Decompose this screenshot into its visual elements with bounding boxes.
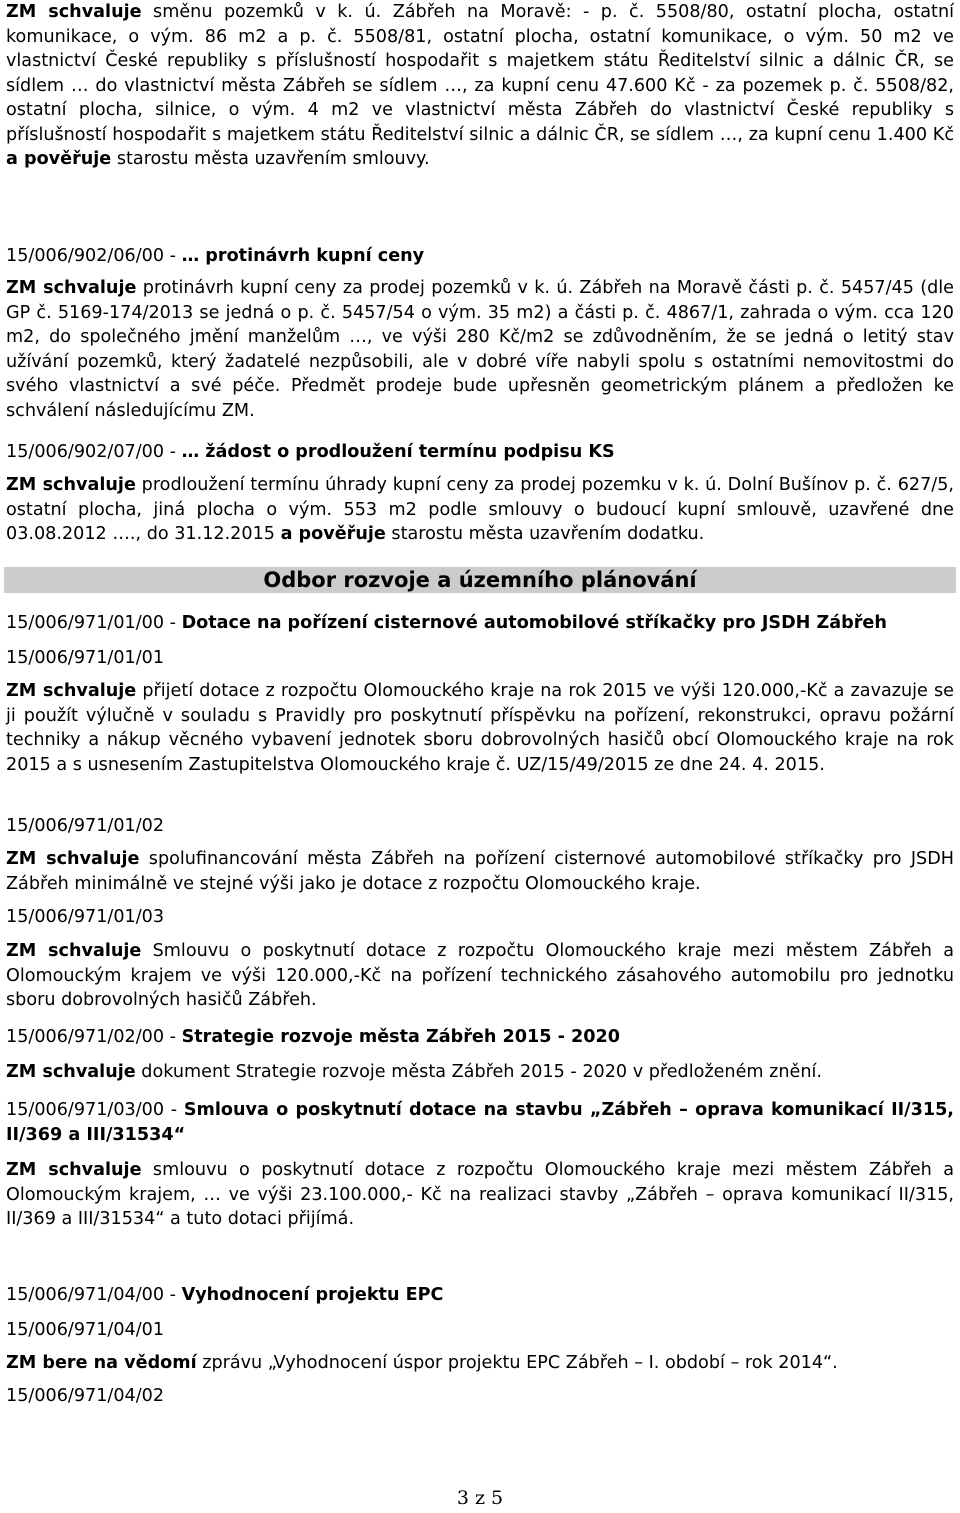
resolution-text: směnu pozemků v k. ú. Zábřeh na Moravě: - p. č. 5508/80, ostatní plocha, ostatní komunikace, o vým. 86 m2 a p. č. 5508/81, ostatní plocha, ostatní komunikace, o vým. 50 m2 ve vlastnictví České republiky s příslušností hospodařit s majetkem státu Ředitelství silnic a dálnic ČR, se sídlem … do vlastnictví města Zábřeh se sídlem …, za kupní cenu 47.600 Kč - za pozemek p. č. 5508/82, ostatní plocha, silnice, o vým. 4 m2 ve vlastnictví města Zábřeh do vlastnictví České republiky s příslušností hospodařit s majetkem státu Ředitelství silnic a dálnic ČR, se sídlem …, za kupní cenu 1.400 Kč [6,2,954,145]
resolution-text: protinávrh kupní ceny za prodej pozemků v k. ú. Zábřeh na Moravě části p. č. 5457/45 (dle GP č. 5169-174/2013 se jedná o p. č. 5457/54 o vým. 35 m2) a části p. č. 4867/1, zahrada o vým. cca 120 m2, do společného jmění manželům …, ve výši 280 Kč/m2 se zdůvodněním, že se jedná o letitý stav užívání pozemků, který žadatelé nezpůsobili, ale v dobré víře nabyli spolu s ostatními nemovitostmi do svého vlastnictví a své péče. Předmět prodeje bude upřesněn geometrickým plánem a předložen ke schválení následujícímu ZM. [6,278,954,421]
resolution-cofinancing [6,847,954,896]
resolution-text: Smlouvu o poskytnutí dotace z rozpočtu Olomouckého kraje mezi městem Zábřeh a Olomouckým krajem ve výši 120.000,-Kč na pořízení technického zásahového automobilu pro jednotku sboru dobrovolných hasičů Zábřeh. [6,941,954,1010]
sub-item-code: 15/006/971/04/02 [6,1386,165,1406]
item-title: … žádost o prodloužení termínu podpisu KS [181,442,615,462]
item-title: … protinávrh kupní ceny [181,246,425,266]
item-heading [6,611,954,636]
item-title: Strategie rozvoje města Zábřeh 2015 - 2020 [181,1027,620,1047]
resolution-verb: ZM schvaluje [6,278,137,298]
resolution-counterproposal [6,276,954,423]
sub-item-code: 15/006/971/01/02 [6,816,165,836]
resolution-land-exchange [6,0,954,172]
resolution-text: prodloužení termínu úhrady kupní ceny za prodej pozemku v k. ú. Dolní Bušínov p. č. 627/5, ostatní plocha, jiná plocha o vým. 553 m2 podle smlouvy o budoucí kupní smlouvě, uzavřené dne 03.08.2012 …., do 31.12.2015 [6,475,954,544]
sub-item-code: 15/006/971/01/03 [6,907,165,927]
item-heading [6,1025,954,1050]
resolution-verb: ZM schvaluje [6,1062,136,1082]
item-title: Vyhodnocení projektu EPC [181,1285,444,1305]
sub-item-code: 15/006/971/04/01 [6,1320,165,1340]
resolution-text: smlouvu o poskytnutí dotace z rozpočtu Olomouckého kraje mezi městem Zábřeh a Olomouckým krajem, … ve výši 23.100.000,- Kč na realizaci stavby „Zábřeh – oprava komunikací II/315, II/369 a III/31534“ a tuto dotaci přijímá. [6,1160,954,1229]
item-heading [6,1283,954,1308]
resolution-verb: a pověřuje [280,524,386,544]
item-code: 15/006/902/06/00 - [6,246,182,266]
resolution-text: starostu města uzavřením dodatku. [385,524,705,544]
resolution-verb: ZM schvaluje [6,941,142,961]
item-code: 15/006/902/07/00 - [6,442,182,462]
item-title: Dotace na pořízení cisternové automobilové stříkačky pro JSDH Zábřeh [181,613,887,633]
item-code: 15/006/971/03/00 - [6,1100,184,1120]
item-heading [6,244,954,269]
page-number: 3 z 5 [456,1487,504,1509]
item-heading [6,440,954,465]
resolution-text: přijetí dotace z rozpočtu Olomouckého kraje na rok 2015 ve výši 120.000,-Kč a zavazuje se ji použít výlučně v souladu s Pravidly pro poskytnutí příspěvku na pořízení, rekonstrukci, opravu požární techniky a nákup věcného vybavení jednotek sboru dobrovolných hasičů obcí Olomouckého kraje na rok 2015 a s usnesením Zastupitelstva Olomouckého kraje č. UZ/15/49/2015 ze dne 24. 4. 2015. [6,681,954,775]
resolution-verb: ZM bere na vědomí [6,1353,197,1373]
section-title: Odbor rozvoje a územního plánování [263,568,697,592]
resolution-verb: ZM schvaluje [6,1160,142,1180]
resolution-text: zprávu „Vyhodnocení úspor projektu EPC Zábřeh – I. období – rok 2014“. [196,1353,838,1373]
resolution-subsidy [6,679,954,777]
item-code: 15/006/971/04/00 - [6,1285,182,1305]
resolution-extension [6,473,954,547]
resolution-verb: ZM schvaluje [6,681,137,701]
resolution-strategy [6,1060,954,1085]
item-heading [6,1098,954,1147]
resolution-verb: ZM schvaluje [6,2,142,22]
resolution-text: spolufinancování města Zábřeh na pořízení cisternové automobilové stříkačky pro JSDH Zábřeh minimálně ve stejné výši jako je dotace z rozpočtu Olomouckého kraje. [6,849,954,894]
resolution-text: starostu města uzavřením smlouvy. [111,149,430,169]
item-code: 15/006/971/02/00 - [6,1027,182,1047]
sub-item-code: 15/006/971/01/01 [6,648,165,668]
resolution-verb: ZM schvaluje [6,849,140,869]
resolution-text: dokument Strategie rozvoje města Zábřeh 2015 - 2020 v předloženém znění. [135,1062,822,1082]
resolution-road-subsidy [6,1158,954,1232]
resolution-contract [6,939,954,1013]
resolution-epc-report [6,1351,954,1376]
resolution-verb: ZM schvaluje [6,475,136,495]
item-title: Smlouva o poskytnutí dotace na stavbu „Zábřeh – oprava komunikací II/315, II/369 a III/31534“ [6,1100,954,1145]
section-heading [4,567,956,593]
resolution-verb: a pověřuje [6,149,112,169]
item-code: 15/006/971/01/00 - [6,613,182,633]
